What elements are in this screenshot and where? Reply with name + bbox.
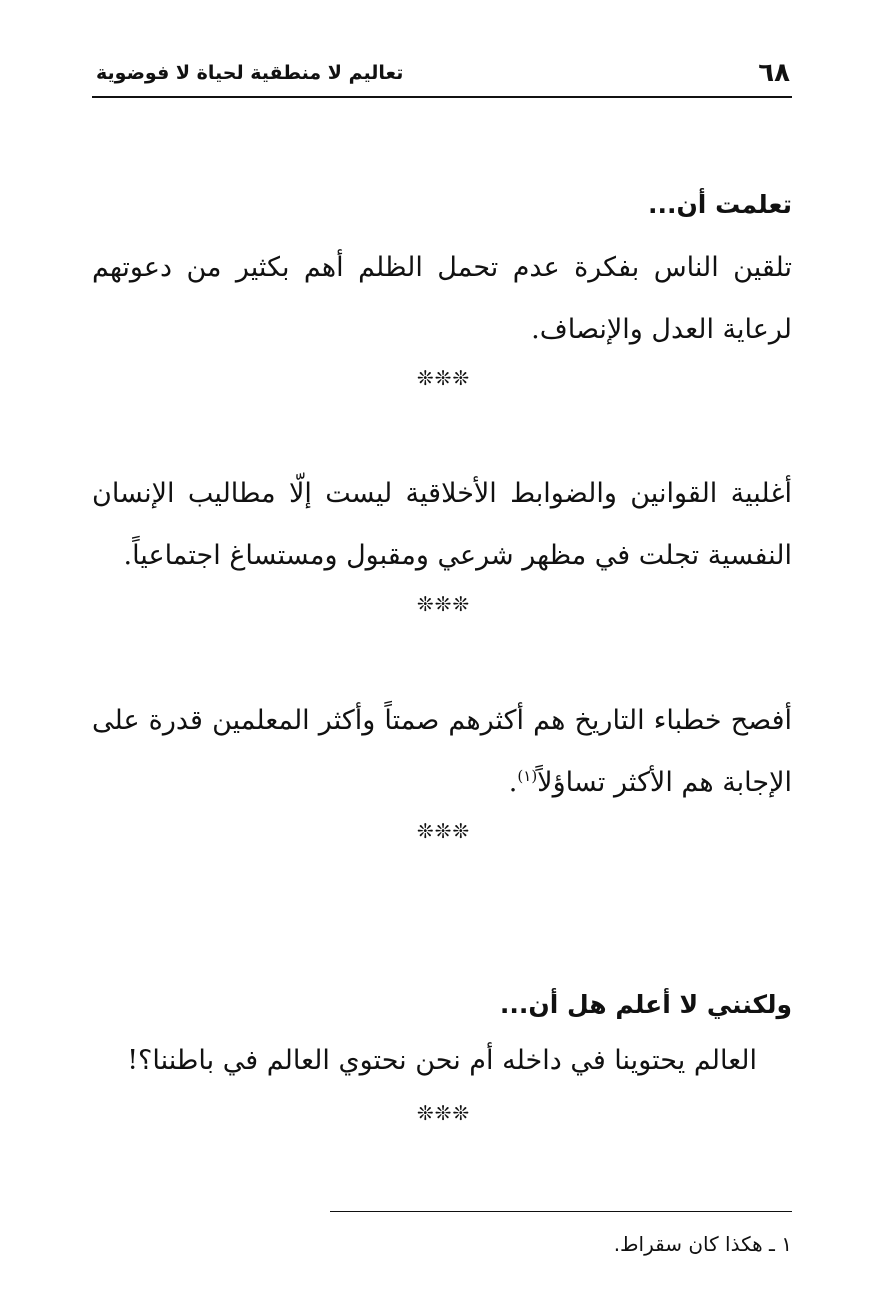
footnote-marker: (١) (517, 767, 538, 785)
footnote-rule (330, 1211, 792, 1212)
separator: ❊❊❊ (416, 592, 471, 616)
paragraph-end: . (508, 767, 518, 798)
section-heading: تعلمت أن... (647, 190, 792, 219)
paragraph: تلقين الناس بفكرة عدم تحمل الظلم أهم بكثير من دعوتهم لرعاية العدل والإنصاف. (92, 252, 792, 345)
paragraph (92, 690, 792, 814)
header-rule (92, 96, 792, 98)
footnote: ١ ـ هكذا كان سقراط. (613, 1232, 792, 1256)
running-title: تعاليم لا منطقية لحياة لا فوضوية (96, 62, 404, 84)
paragraph: أغلبية القوانين والضوابط الأخلاقية ليست إلّا مطاليب الإنسان النفسية تجلت في مظهر شرعي ومقبول ومستساغ اجتماعياً. (92, 478, 792, 571)
separator: ❊❊❊ (416, 366, 471, 390)
separator: ❊❊❊ (416, 1101, 471, 1125)
section-heading: ولكنني لا أعلم هل أن... (499, 990, 792, 1019)
paragraph: العالم يحتوينا في داخله أم نحن نحتوي العالم في باطننا؟! (127, 1045, 757, 1076)
page-header (92, 52, 792, 96)
page-number: ٦٨ (758, 58, 790, 88)
separator: ❊❊❊ (416, 819, 471, 843)
paragraph-text: أفصح خطباء التاريخ هم أكثرهم صمتاً وأكثر المعلمين قدرة على الإجابة هم الأكثر تساؤلاً (92, 705, 792, 798)
